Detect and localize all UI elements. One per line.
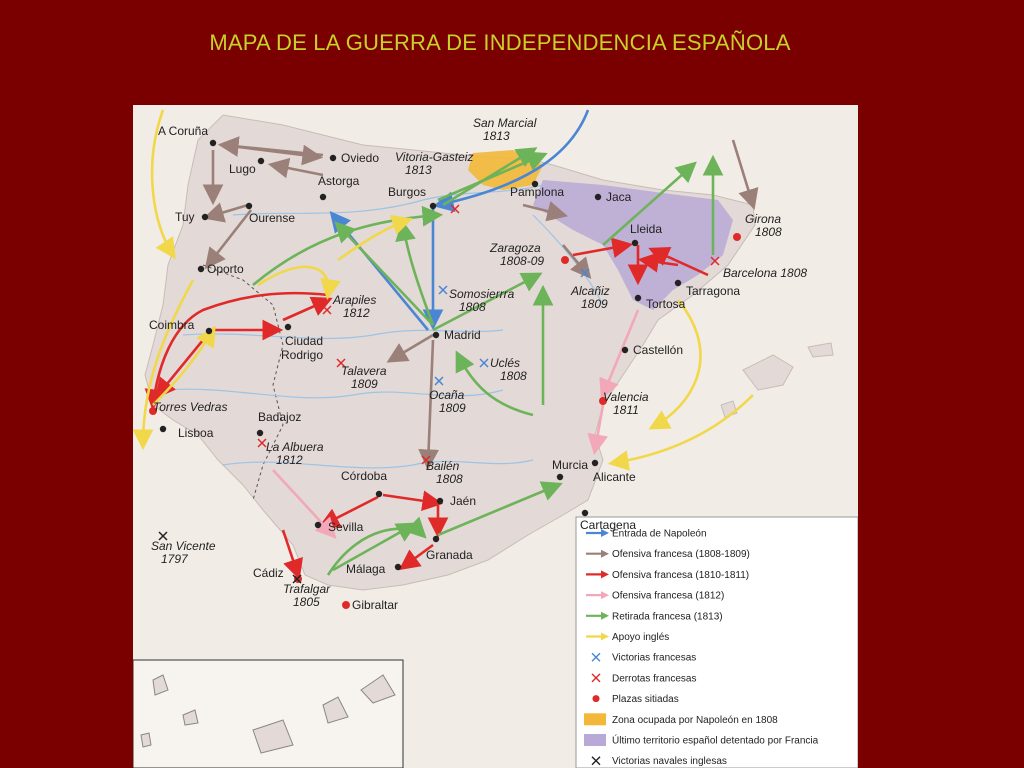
place-label-jaca: Jaca (606, 190, 632, 204)
legend-label: Entrada de Napoleón (612, 528, 707, 540)
place-label-pamplona: Pamplona (510, 185, 565, 199)
place-marker-oporto (198, 266, 204, 272)
canary-inset-frame (133, 660, 403, 768)
place-label-castellon: Castellón (633, 343, 684, 357)
battle-year-trafalgar: 1805 (293, 595, 320, 609)
place-label-burgos: Burgos (388, 185, 427, 199)
legend-label: Ofensiva francesa (1810-1811) (612, 569, 750, 581)
legend-label: Ofensiva francesa (1812) (612, 590, 725, 602)
place-label-madrid: Madrid (444, 328, 481, 342)
place-marker-burgos (430, 203, 436, 209)
legend-item (584, 734, 819, 747)
place-label-murcia: Murcia (552, 458, 589, 472)
place-marker-cartagena (582, 510, 588, 516)
place-label-tortosa: Tortosa (646, 297, 686, 311)
battle-label-sanmarcial: San Marcial (473, 116, 537, 130)
place-label-lugo: Lugo (229, 162, 256, 176)
place-label-astorga: Astorga (318, 174, 360, 188)
mallorca-island (743, 355, 793, 390)
legend-label: Derrotas francesas (612, 673, 697, 685)
place-marker-tortosa (635, 295, 641, 301)
battle-label-arapiles: Arapiles (333, 293, 377, 307)
battle-label-ocana: Ocaña (429, 388, 465, 402)
place-label-alicante: Alicante (593, 470, 636, 484)
place-label-coimbra: Coimbra (149, 318, 195, 332)
place-label-jaen: Jaén (450, 494, 477, 508)
place-marker-coimbra (206, 328, 212, 334)
place-label-cadiz: Cádiz (253, 566, 284, 580)
battle-year-bailen: 1808 (436, 472, 463, 486)
place-label-tuy: Tuy (175, 210, 195, 224)
legend-item (592, 756, 727, 767)
place-label-gibraltar: Gibraltar (352, 598, 399, 612)
place-label-oporto: Oporto (207, 262, 244, 276)
place-marker-sevilla (315, 522, 321, 528)
battle-year-valencia: 1811 (613, 403, 639, 417)
place-marker-jaen (437, 498, 443, 504)
battle-label-girona: Girona (745, 212, 782, 226)
place-label-badajoz: Badajoz (258, 410, 302, 424)
place-marker-lisboa (160, 426, 166, 432)
place-label-oviedo: Oviedo (341, 151, 380, 165)
place-label-ciudad: Ciudad (285, 334, 324, 348)
swatch-icon (584, 713, 606, 725)
place-label-sevilla: Sevilla (328, 520, 364, 534)
legend-label: Retirada francesa (1813) (612, 611, 723, 623)
place-marker-tarragona (675, 280, 681, 286)
legend-label: Victorias francesas (612, 652, 697, 664)
battle-year-sanmarcial: 1813 (483, 129, 510, 143)
iberia-map-svg (133, 105, 858, 768)
battle-year-somosierra: 1808 (459, 300, 486, 314)
menorca-island (808, 343, 833, 357)
map-legend (576, 517, 858, 768)
place-label-rodrigo: Rodrigo (281, 348, 324, 362)
place-marker-alicante (592, 460, 598, 466)
battle-marker-girona (733, 233, 741, 241)
place-label-coruna: A Coruña (158, 124, 209, 138)
war-map (133, 105, 858, 768)
battle-year-girona: 1808 (755, 225, 782, 239)
legend-label: Zona ocupada por Napoleón en 1808 (612, 714, 778, 726)
place-marker-madrid (433, 332, 439, 338)
swatch-icon (584, 734, 606, 746)
battle-label-zaragoza: Zaragoza (490, 241, 541, 255)
battle-label-trafalgar: Trafalgar (283, 582, 331, 596)
place-marker-ciudad (285, 324, 291, 330)
place-marker-tuy (202, 214, 208, 220)
battle-label-talavera: Talavera (341, 364, 387, 378)
battle-year-vitoria: 1813 (405, 163, 432, 177)
battle-label-bailen: Bailén (426, 459, 460, 473)
battle-year-albuera: 1812 (276, 453, 303, 467)
place-label-cartagena: Cartagena (580, 518, 637, 532)
battle-label-ucles: Uclés (490, 356, 521, 370)
battle-year-zaragoza: 1808-09 (500, 254, 545, 268)
battle-label-somosierra: Somosierrra (449, 287, 515, 301)
battle-year-ocana: 1809 (439, 401, 466, 415)
place-marker-jaca (595, 194, 601, 200)
place-marker-castellon (622, 347, 628, 353)
place-marker-gibraltar (342, 601, 350, 609)
dot-icon (593, 695, 600, 702)
battle-label-torresvedras: Torres Vedras (153, 400, 228, 414)
place-marker-badajoz (257, 430, 263, 436)
place-marker-malaga (395, 564, 401, 570)
place-marker-granada (433, 536, 439, 542)
battle-year-arapiles: 1812 (343, 306, 370, 320)
place-marker-astorga (320, 194, 326, 200)
place-label-malaga: Málaga (346, 562, 386, 576)
place-marker-oviedo (330, 155, 336, 161)
legend-label: Victorias navales inglesas (612, 756, 727, 768)
legend-label: Apoyo inglés (612, 632, 670, 643)
place-marker-lleida (632, 240, 638, 246)
battle-year-sanvicente: 1797 (161, 552, 188, 566)
place-label-cordoba: Córdoba (341, 469, 388, 483)
place-marker-murcia (557, 474, 563, 480)
legend-label: Ofensiva francesa (1808-1809) (612, 549, 750, 561)
place-label-granada: Granada (426, 548, 473, 562)
place-label-lisboa: Lisboa (178, 426, 214, 440)
battle-year-ucles: 1808 (500, 369, 527, 383)
place-marker-ourense (246, 203, 252, 209)
place-marker-coruna (210, 140, 216, 146)
slide-title: MAPA DE LA GUERRA DE INDEPENDENCIA ESPAÑOLA (209, 30, 791, 55)
place-marker-cordoba (376, 491, 382, 497)
battle-label-albuera: La Albuera (266, 440, 324, 454)
battle-marker-zaragoza (561, 256, 569, 264)
battle-label-barcelona: Barcelona 1808 (723, 266, 808, 280)
battle-label-valencia: Valencia (603, 390, 649, 404)
legend-label: Último territorio español detentado por Francia (612, 735, 819, 747)
place-label-ourense: Ourense (249, 211, 296, 225)
place-label-tarragona: Tarragona (686, 284, 741, 298)
battle-label-vitoria: Vitoria-Gasteiz (395, 150, 474, 164)
place-label-lleida: Lleida (630, 222, 663, 236)
battle-year-alcaniz: 1809 (581, 297, 608, 311)
legend-label: Plazas sitiadas (612, 694, 679, 706)
legend-item (584, 713, 778, 726)
battle-label-alcaniz: Alcañiz (571, 284, 610, 298)
place-marker-lugo (258, 158, 264, 164)
battle-year-talavera: 1809 (351, 377, 378, 391)
battle-label-sanvicente: San Vicente (151, 539, 216, 553)
